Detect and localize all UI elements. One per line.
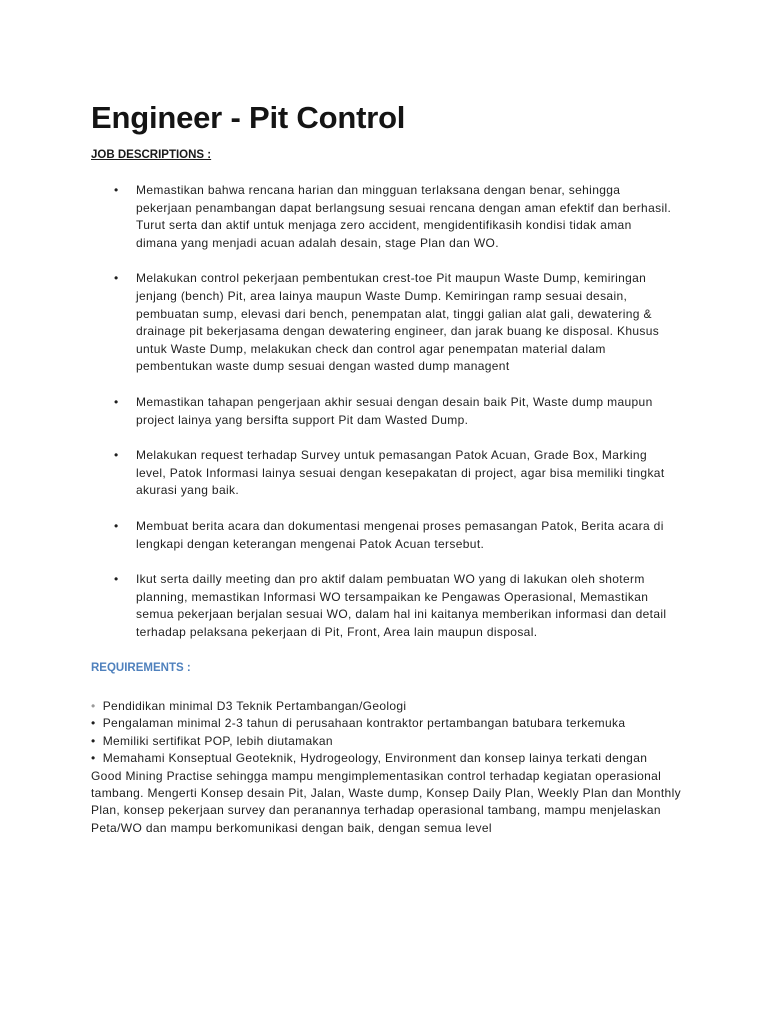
bullet: •: [114, 572, 119, 587]
job-descriptions-list: [114, 182, 676, 641]
bullet: •: [91, 716, 96, 731]
list-item: [91, 715, 681, 732]
list-item: [114, 394, 676, 429]
list-item: [114, 571, 676, 641]
list-item: [91, 750, 681, 837]
list-item-text: Pengalaman minimal 2-3 tahun di perusahaan kontraktor pertambangan batubara terkemuka: [102, 716, 626, 731]
bullet: •: [114, 183, 119, 197]
list-item-text: Melakukan control pekerjaan pembentukan crest-toe Pit maupun Waste Dump, kemiringan jenjang (bench) Pit, area lainya maupun Waste Dump. Kemiringan ramp sesuai desain, pembuatan sump, elevasi dari bench, penempatan alat, tinggi galian alat gali, dewatering & drainage pit bekerjasama dengan dewatering engineer, dan jarak buang ke disposal. Khusus untuk Waste Dump, melakukan check dan control agar penempatan material dalam pembentukan waste dump sesuai dengan wasted dump managent: [136, 271, 660, 374]
list-item: [114, 447, 676, 500]
bullet: •: [114, 518, 119, 533]
bullet: •: [91, 733, 96, 748]
bullet: •: [114, 394, 119, 409]
list-item-text: Memiliki sertifikat POP, lebih diutamakan: [102, 733, 333, 748]
bullet: •: [114, 271, 119, 286]
requirements-heading: REQUIREMENTS :: [91, 662, 191, 674]
list-item-text: Ikut serta dailly meeting dan pro aktif dalam pembuatan WO yang di lakukan oleh shoterm planning, memastikan Informasi WO tersampaikan ke Pengawas Operasional, Memastikan semua pekerjaan berjalan sesuai WO, dalam hal ini kaitanya memberikan informasi dan detail terhadap pelaksana pekerjaan di Pit, Front, Area lain maupun disposal.: [136, 572, 667, 639]
list-item: [114, 270, 676, 376]
list-item-text: Pendidikan minimal D3 Teknik Pertambangan/Geologi: [102, 699, 407, 713]
job-descriptions-heading: JOB DESCRIPTIONS :: [91, 149, 212, 161]
list-item-text: Memastikan bahwa rencana harian dan mingguan terlaksana dengan benar, sehingga pekerjaan penambangan dapat berlangsung sesuai rencana dengan aman efektif dan berhasil. Turut serta dan aktif untuk menjaga zero accident, mengidentifikasih kondisi tidak aman dimana yang menjadi acuan adalah desain, stage Plan dan WO.: [136, 183, 672, 250]
list-item-text: Membuat berita acara dan dokumentasi mengenai proses pemasangan Patok, Berita acara di lengkapi dengan keterangan mengenai Patok Acuan tersebut.: [136, 518, 664, 551]
list-item-text: Memahami Konseptual Geoteknik, Hydrogeology, Environment dan konsep lainya terkati dengan Good Mining Practise sehingga mampu mengimplementasikan control terhadap kegiatan operasional tambang. Mengerti Konsep desain Pit, Jalan, Waste dump, Konsep Daily Plan, Weekly Plan dan Monthly Plan, konsep pekerjaan survey dan peranannya terhadap operasional tambang, mampu menjelaskan Peta/WO dan mampu berkomunikasi dengan baik, dengan semua level: [91, 751, 681, 835]
bullet: •: [91, 751, 96, 766]
bullet: •: [91, 699, 96, 713]
list-item: [114, 182, 676, 252]
list-item: [91, 733, 681, 750]
list-item: [114, 518, 676, 553]
bullet: •: [114, 448, 119, 463]
list-item: [91, 698, 681, 715]
requirements-list: [91, 698, 681, 837]
list-item-text: Memastikan tahapan pengerjaan akhir sesuai dengan desain baik Pit, Waste dump maupun project lainya yang bersifta support Pit dam Wasted Dump.: [136, 394, 653, 427]
page-title: Engineer - Pit Control: [91, 100, 406, 135]
list-item-text: Melakukan request terhadap Survey untuk pemasangan Patok Acuan, Grade Box, Marking level, Patok Informasi lainya sesuai dengan kesepakatan di project, agar bisa memiliki tingkat akurasi yang baik.: [136, 448, 665, 498]
